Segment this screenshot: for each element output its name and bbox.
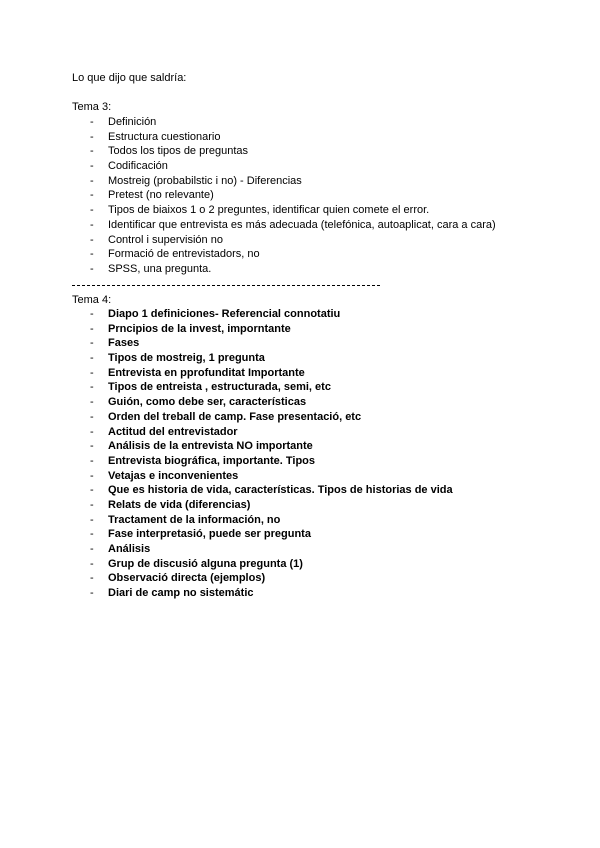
list-item-text: Tipos de entreista , estructurada, semi, etc — [108, 381, 331, 394]
list-item-text: SPSS, una pregunta. — [108, 262, 212, 275]
bullet-dash: - — [90, 204, 94, 217]
bullet-dash: - — [90, 543, 94, 555]
list-item-text: Formació de entrevistadors, no — [108, 248, 260, 261]
bullet-dash: - — [90, 425, 94, 438]
bullet-dash: - — [90, 233, 94, 246]
bullet-dash: - — [90, 410, 94, 423]
bullet-dash: - — [90, 145, 94, 158]
list-item-text: Análisis de la entrevista NO importante — [108, 440, 313, 453]
list-item-text: Análisis — [108, 543, 151, 555]
list-item-text: Diari de camp no sistemátic — [108, 587, 254, 600]
list-item-text: Que es historia de vida, características. Tipos de historias de vida — [108, 484, 453, 497]
bullet-dash: - — [90, 572, 94, 585]
bullet-dash: - — [90, 218, 94, 231]
bullet-dash: - — [90, 262, 94, 275]
bullet-dash: - — [90, 484, 94, 497]
list-item-text: Orden del treball de camp. Fase presentació, etc — [108, 410, 362, 423]
list-item-text: Entrevista en pprofunditat Importante — [108, 366, 305, 379]
list-item-text: Relats de vida (diferencias) — [108, 498, 251, 511]
bullet-dash: - — [90, 440, 94, 453]
tema3-title: Tema 3: — [72, 101, 112, 113]
list-item-text: Pretest (no relevante) — [108, 189, 214, 202]
list-item-text: Guión, como debe ser, características — [108, 396, 307, 409]
list-item-text: Control i supervisión no — [108, 233, 223, 246]
bullet-dash: - — [90, 498, 94, 511]
bullet-dash: - — [90, 160, 94, 173]
bullet-dash: - — [90, 454, 94, 467]
list-item-text: Mostreig (probabilstic i no) - Diferencias — [108, 174, 302, 187]
list-item-text: Entrevista biográfica, importante. Tipos — [108, 454, 316, 467]
bullet-dash: - — [90, 528, 94, 541]
list-item-text: Vetajas e inconvenientes — [108, 469, 239, 482]
list-item-text: Observació directa (ejemplos) — [108, 572, 266, 585]
bullet-dash: - — [90, 587, 94, 600]
list-item-text: Grup de discusió alguna pregunta (1) — [108, 557, 303, 570]
bullet-dash: - — [90, 381, 94, 394]
section-separator — [72, 285, 380, 286]
tema4-title: Tema 4: — [72, 294, 112, 306]
bullet-dash: - — [90, 337, 94, 350]
list-item-text: Estructura cuestionario — [108, 130, 221, 143]
bullet-dash: - — [90, 513, 94, 526]
list-item-text: Codificación — [108, 160, 168, 173]
bullet-dash: - — [90, 174, 94, 187]
bullet-dash: - — [90, 116, 94, 128]
list-item-text: Prncipios de la invest, imporntante — [108, 322, 291, 335]
list-item-text: Definición — [108, 116, 157, 128]
bullet-dash: - — [90, 469, 94, 482]
list-item-text: Identificar que entrevista es más adecuada (telefónica, autoaplicat, cara a cara) — [108, 218, 496, 231]
bullet-dash: - — [90, 130, 94, 143]
intro-text: Lo que dijo que saldría: — [72, 72, 187, 84]
bullet-dash: - — [90, 396, 94, 409]
bullet-dash: - — [90, 352, 94, 365]
bullet-dash: - — [90, 366, 94, 379]
list-item-text: Fases — [108, 337, 140, 350]
list-item-text: Actitud del entrevistador — [108, 425, 238, 438]
list-item-text: Diapo 1 definiciones- Referencial connotatiu — [108, 308, 341, 320]
bullet-dash: - — [90, 248, 94, 261]
bullet-dash: - — [90, 322, 94, 335]
bullet-dash: - — [90, 308, 94, 320]
list-item-text: Fase interpretasió, puede ser pregunta — [108, 528, 311, 541]
list-item-text: Tractament de la información, no — [108, 513, 281, 526]
list-item-text: Tipos de mostreig, 1 pregunta — [108, 352, 265, 365]
bullet-dash: - — [90, 557, 94, 570]
list-item-text: Todos los tipos de preguntas — [108, 145, 249, 158]
bullet-dash: - — [90, 189, 94, 202]
list-item-text: Tipos de biaixos 1 o 2 preguntes, identificar quien comete el error. — [108, 204, 430, 217]
